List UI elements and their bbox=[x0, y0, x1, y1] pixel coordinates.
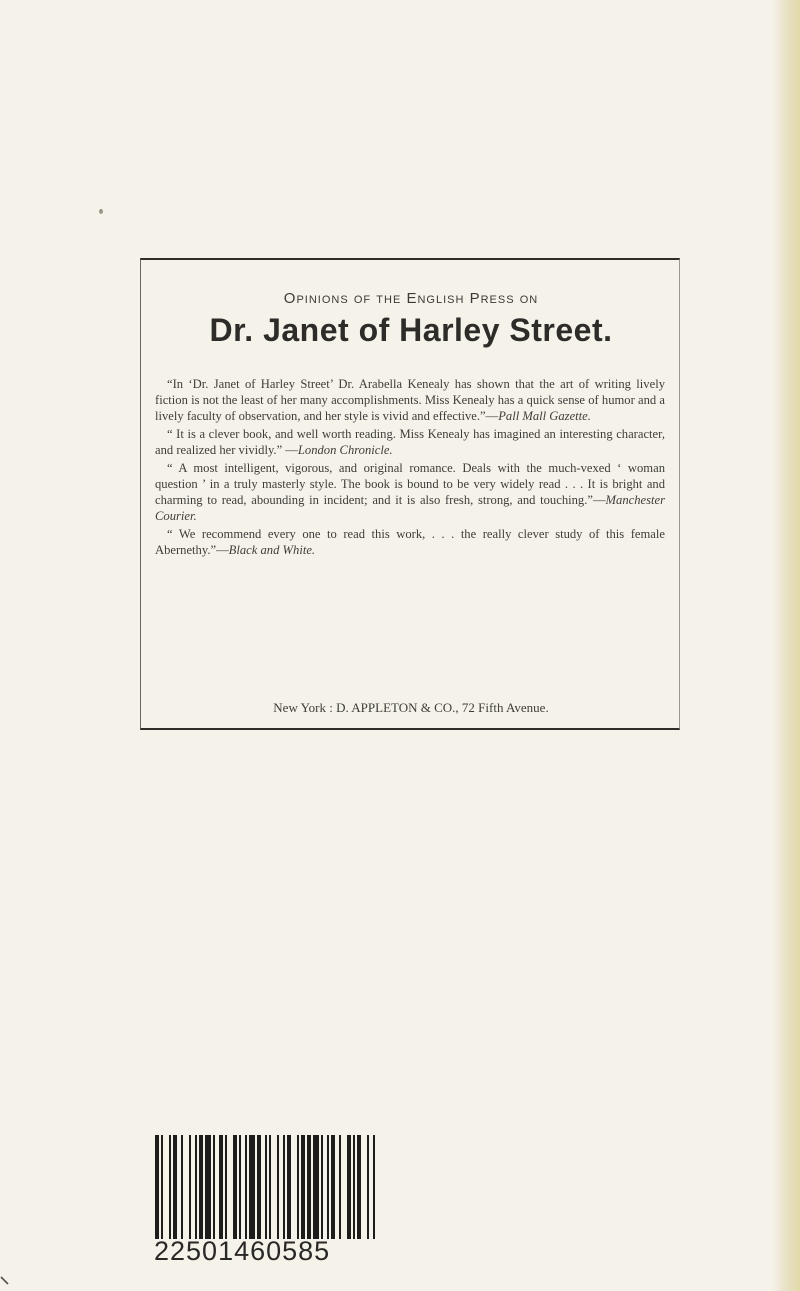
barcode-bar bbox=[347, 1135, 351, 1239]
barcode-bar bbox=[307, 1135, 311, 1239]
barcode-bar bbox=[239, 1135, 241, 1239]
review-pall-mall bbox=[155, 376, 665, 424]
review-source: Manchester Courier. bbox=[155, 493, 665, 523]
barcode-bar bbox=[249, 1135, 255, 1239]
barcode-bar bbox=[169, 1135, 171, 1239]
barcode-bar bbox=[277, 1135, 279, 1239]
library-barcode bbox=[153, 1135, 453, 1239]
barcode-bar bbox=[287, 1135, 291, 1239]
barcode-bar bbox=[219, 1135, 223, 1239]
publisher-advertisement bbox=[140, 258, 680, 730]
barcode-bar bbox=[373, 1135, 375, 1239]
barcode-bar bbox=[173, 1135, 177, 1239]
review-london-chronicle bbox=[155, 426, 665, 458]
barcode-bar bbox=[155, 1135, 159, 1239]
review-source: Black and White. bbox=[228, 543, 316, 557]
press-reviews bbox=[155, 376, 665, 560]
barcode-bar bbox=[357, 1135, 361, 1239]
page-edge-discoloration bbox=[772, 0, 800, 1291]
review-black-and-white bbox=[155, 526, 665, 558]
barcode-bar bbox=[313, 1135, 319, 1239]
barcode-bar bbox=[205, 1135, 211, 1239]
review-text: “ It is a clever book, and well worth reading. Miss Kenealy has imagined an interesting character, and realized her vividly.” — bbox=[155, 427, 665, 457]
barcode-bar bbox=[233, 1135, 237, 1239]
corner-tick-mark bbox=[0, 1276, 10, 1286]
barcode-bar bbox=[301, 1135, 305, 1239]
barcode-bar bbox=[269, 1135, 271, 1239]
barcode-number: 22501460585 bbox=[154, 1236, 331, 1266]
barcode-bar bbox=[297, 1135, 299, 1239]
review-text: “ A most intelligent, vigorous, and original romance. Deals with the much-vexed ‘ woman question ’ in a truly masterly style. The book is bound to be very widely read . . . It is bright and charming to read, abounding in incident; and it is also fresh, strong, and touching.”— bbox=[155, 461, 665, 507]
ad-heading: Opinions of the English Press on bbox=[283, 290, 539, 307]
barcode-bar bbox=[331, 1135, 335, 1239]
barcode-bar bbox=[161, 1135, 163, 1239]
barcode-bar bbox=[199, 1135, 203, 1239]
review-manchester-courier bbox=[155, 460, 665, 524]
barcode-bar bbox=[225, 1135, 227, 1239]
paper-speck bbox=[99, 209, 103, 214]
barcode-bar bbox=[327, 1135, 329, 1239]
barcode-bar bbox=[283, 1135, 285, 1239]
barcode-bar bbox=[181, 1135, 183, 1239]
barcode-bar bbox=[321, 1135, 323, 1239]
publisher-imprint: New York : D. APPLETON & CO., 72 Fifth Avenue. bbox=[273, 700, 549, 715]
review-source: London Chronicle. bbox=[297, 443, 393, 457]
review-source: Pall Mall Gazette. bbox=[498, 409, 591, 423]
barcode-bar bbox=[265, 1135, 267, 1239]
barcode-bar bbox=[353, 1135, 355, 1239]
barcode-bar bbox=[257, 1135, 261, 1239]
barcode-bar bbox=[367, 1135, 369, 1239]
barcode-bar bbox=[195, 1135, 197, 1239]
barcode-bar bbox=[213, 1135, 215, 1239]
barcode-bar bbox=[339, 1135, 341, 1239]
review-text: “ We recommend every one to read this work, . . . the really clever study of this female Abernethy.”— bbox=[155, 527, 665, 557]
barcode-bar bbox=[245, 1135, 247, 1239]
review-text: “In ‘Dr. Janet of Harley Street’ Dr. Arabella Kenealy has shown that the art of writing lively fiction is not the least of her many accomplishments. Miss Kenealy has a quick sense of humor and a lively faculty of observation, and her style is vivid and effective.”— bbox=[155, 377, 665, 423]
barcode-bar bbox=[189, 1135, 191, 1239]
book-title: Dr. Janet of Harley Street. bbox=[209, 312, 613, 348]
